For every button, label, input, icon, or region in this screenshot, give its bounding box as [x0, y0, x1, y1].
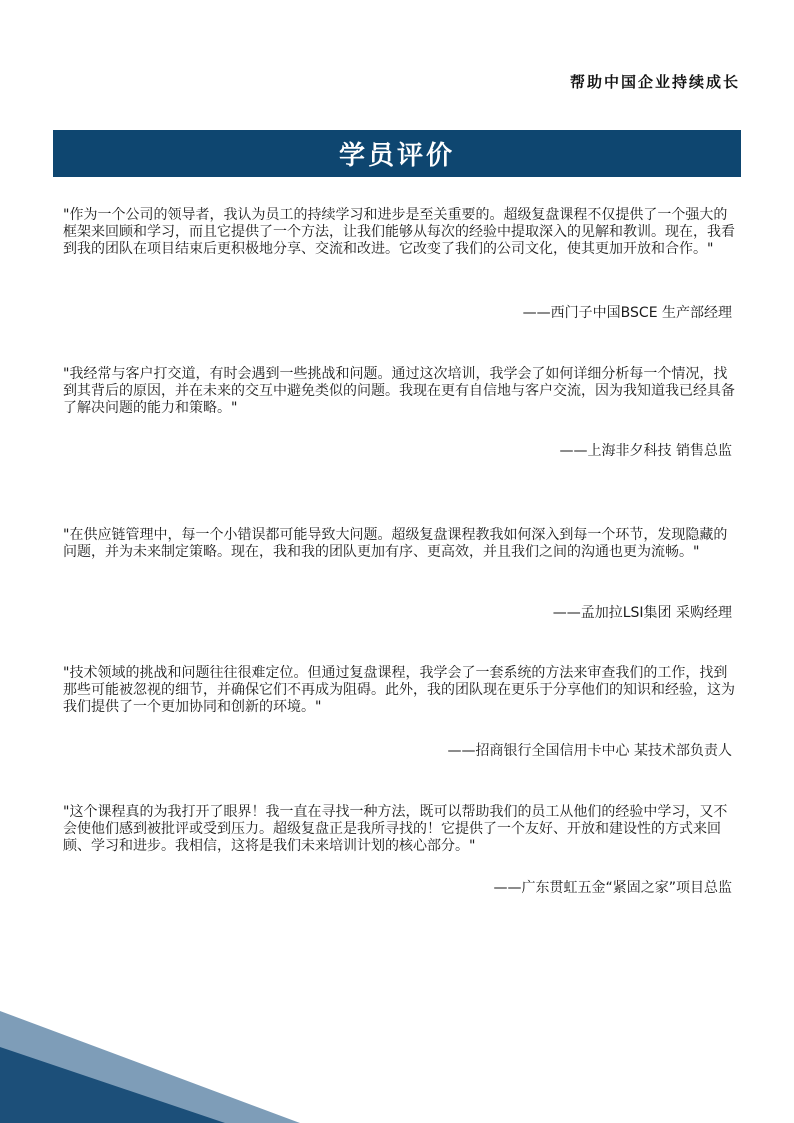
testimonial-attribution-2: ——上海非夕科技 销售总监: [559, 443, 732, 459]
testimonial-quote-1: "作为一个公司的领导者，我认为员工的持续学习和进步是至关重要的。超级复盘课程不仅提供了一个强大的框架来回顾和学习，而且它提供了一个方法，让我们能够从每次的经验中提取深入的见解和教训。现在，我看到我的团队在项目结束后更积极地分享、交流和改进。它改变了我们的公司文化，使其更加开放和合作。": [63, 207, 735, 257]
testimonial-quote-3: "在供应链管理中，每一个小错误都可能导致大问题。超级复盘课程教我如何深入到每一个环节，发现隐藏的问题，并为未来制定策略。现在，我和我的团队更加有序、更高效，并且我们之间的沟通也更为流畅。": [63, 527, 728, 560]
corner-decoration: [0, 1011, 300, 1123]
page-title: 学员评价: [338, 141, 455, 171]
testimonial-quote-4: "技术领域的挑战和问题往往很难定位。但通过复盘课程，我学会了一套系统的方法来审查我们的工作，找到那些可能被忽视的细节，并确保它们不再成为阻碍。此外，我的团队现在更乐于分享他们的知识和经验，这为我们提供了一个更加协同和创新的环境。": [63, 665, 735, 715]
testimonial-attribution-1: ——西门子中国BSCE 生产部经理: [522, 305, 732, 321]
testimonial-attribution-4: ——招商银行全国信用卡中心 某技术部负责人: [447, 743, 732, 759]
testimonial-attribution-5: ——广东贯虹五金“紧固之家”项目总监: [493, 880, 732, 896]
testimonial-quote-2: "我经常与客户打交道，有时会遇到一些挑战和问题。通过这次培训，我学会了如何详细分析每一个情况，找到其背后的原因，并在未来的交互中避免类似的问题。我现在更有自信地与客户交流，因为我知道我已经具备了解决问题的能力和策略。": [63, 366, 735, 416]
testimonial-quote-5: "这个课程真的为我打开了眼界！我一直在寻找一种方法，既可以帮助我们的员工从他们的经验中学习，又不会使他们感到被批评或受到压力。超级复盘正是我所寻找的！它提供了一个友好、开放和建设性的方式来回顾、学习和进步。我相信，这将是我们未来培训计划的核心部分。": [63, 804, 728, 854]
title-banner: [53, 130, 741, 177]
testimonial-attribution-3: ——孟加拉LSI集团 采购经理: [552, 605, 732, 621]
tagline: 帮助中国企业持续成长: [569, 73, 740, 91]
